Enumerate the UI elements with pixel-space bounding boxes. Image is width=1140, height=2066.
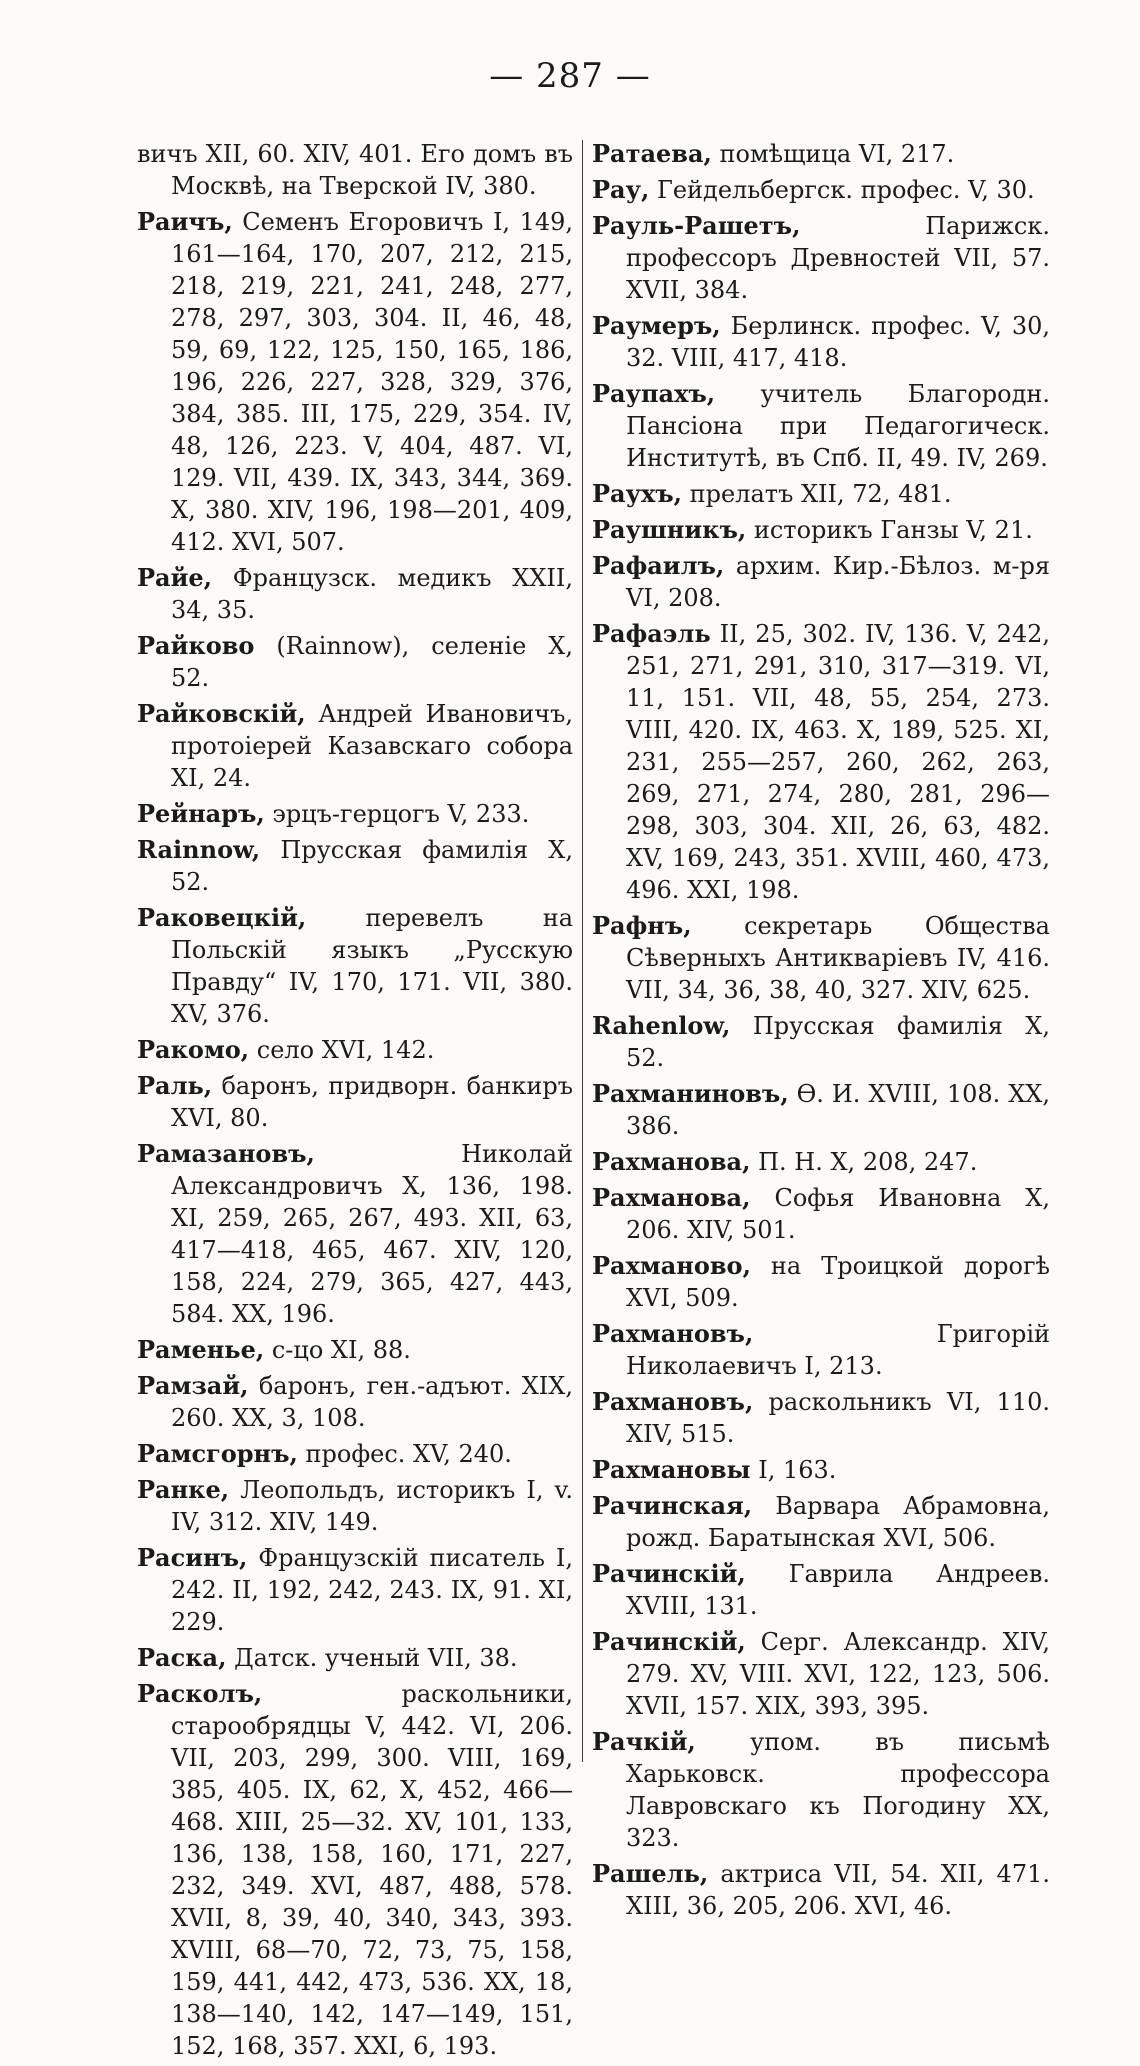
entry-heading: Рафнъ, [592,911,692,940]
entry-text: Серг. Александр. XIV, 279. XV, VIII. XVI, 122, 123, 506. XVII, 157. XIX, 393, 395. [626,1628,1050,1720]
left-column [137,138,573,2066]
entry-heading: Рачкій, [592,1727,696,1756]
entry-text: на Троицкой дорогѣ XVI, 509. [626,1252,1050,1312]
entry-text: помѣщица VI, 217. [711,140,955,168]
entry-heading: Рахманово, [592,1251,751,1280]
index-entry [137,902,573,1030]
index-entry [592,1726,1050,1854]
entry-text: Французскій писатель I, 242. II, 192, 242, 243. IX, 91. XI, 229. [171,1544,573,1636]
entry-text: Берлинск. профес. V, 30, 32. VIII, 417, 418. [626,312,1050,372]
entry-text: Парижск. профессоръ Древностей VII, 57. XVII, 384. [626,212,1050,304]
entry-text: с-цо XI, 88. [264,1336,411,1364]
index-entry [592,1078,1050,1142]
entry-text: Ѳ. И. XVIII, 108. XX, 386. [626,1080,1050,1140]
entry-text: Прусская фамилія X, 52. [171,836,573,896]
entry-heading: Раухъ, [592,479,683,508]
index-entry [592,1010,1050,1074]
entry-text: раскольникъ VI, 110. XIV, 515. [626,1388,1050,1448]
entry-text: Софья Ивановна X, 206. XIV, 501. [626,1184,1050,1244]
entry-text: I, 163. [750,1456,837,1484]
index-entry [592,310,1050,374]
entry-heading: Райе, [137,563,213,592]
entry-heading: Рачинскій, [592,1559,746,1588]
entry-text: упом. въ письмѣ Харьковск. профессора Лавровскаго къ Погодину XX, 323. [626,1728,1050,1852]
index-entry [137,1642,573,1674]
entry-text: актриса VII, 54. XII, 471. XIII, 36, 205, 206. XVI, 46. [626,1860,1050,1920]
entry-text: II, 25, 302. IV, 136. V, 242, 251, 271, 291, 310, 317—319. VI, 11, 151. VII, 48, 55, 254, 273. VIII, 420. IX, 463. X, 189, 525. XI, 231, 255—257, 260, 262, 263, 269, 271, 274, 280, 281, 296—298, 303, 304. XII, 26, 63, 482. XV, 169, 243, 351. XVIII, 460, 473, 496. XXI, 198. [626,620,1050,904]
index-entry [137,1138,573,1330]
entry-heading: Rahenlow, [592,1011,731,1040]
entry-heading: Рамзай, [137,1371,249,1400]
entry-heading: Ратаева, [592,139,712,168]
entry-text: эрцъ-герцогъ V, 233. [264,800,530,828]
index-entry [137,1474,573,1538]
entry-heading: Рашель, [592,1859,709,1888]
index-entry [137,138,573,202]
index-entry [592,1490,1050,1554]
entry-heading: Рафаилъ, [592,551,725,580]
column-divider [582,140,583,1762]
entry-text: перевелъ на Польскій языкъ „Русскую Правду“ IV, 170, 171. VII, 380. XV, 376. [171,904,573,1028]
entry-heading: Ракомо, [137,1035,250,1064]
index-entry [137,698,573,794]
entry-heading: Расинъ, [137,1543,248,1572]
index-entry [592,174,1050,206]
entry-heading: Рахманова, [592,1147,751,1176]
entry-heading: Рафаэль [592,619,711,648]
entry-text: архим. Кир.-Бѣлоз. м-ря VI, 208. [626,552,1050,612]
entry-heading: Рахмановъ, [592,1387,754,1416]
index-entry [592,1558,1050,1622]
entry-text: баронъ, придворн. банкиръ XVI, 80. [171,1072,573,1132]
entry-text: профес. XV, 240. [297,1440,512,1468]
entry-text: Варвара Абрамовна, рожд. Баратынская XVI, 506. [626,1492,1050,1552]
index-entry [592,1182,1050,1246]
entry-heading: Раска, [137,1643,227,1672]
entry-heading: Рахмановы [592,1455,751,1484]
index-entry [592,1250,1050,1314]
entry-text: село XVI, 142. [249,1036,435,1064]
index-entry [137,1070,573,1134]
entry-text: П. Н. X, 208, 247. [750,1148,978,1176]
entry-text: Семенъ Егоровичъ I, 149, 161—164, 170, 207, 212, 215, 218, 219, 221, 241, 248, 277, 278, 297, 303, 304. II, 46, 48, 59, 69, 122, 125, 150, 165, 186, 196, 226, 227, 328, 329, 376, 384, 385. III, 175, 229, 354. IV, 48, 126, 223. V, 404, 487. VI, 129. VII, 439. IX, 343, 344, 369. X, 380. XIV, 196, 198—201, 409, 412. XVI, 507. [171,208,573,556]
entry-text: баронъ, ген.-адъют. XIX, 260. XX, 3, 108. [171,1372,573,1432]
right-column [592,138,1050,1926]
entry-heading: Раль, [137,1071,213,1100]
entry-heading: Рамазановъ, [137,1139,315,1168]
entry-heading: Раменье, [137,1335,265,1364]
page-number: — 287 — [489,56,651,96]
index-entry [592,138,1050,170]
entry-heading: Рахманиновъ, [592,1079,789,1108]
entry-heading: Раковецкій, [137,903,307,932]
entry-text: Григорій Николаевичъ I, 213. [626,1320,1050,1380]
entry-heading: Рамсгорнъ, [137,1439,298,1468]
entry-text: раскольники, старообрядцы V, 442. VI, 206. VII, 203, 299, 300. VIII, 169, 385, 405. IX, 62, X, 452, 466—468. XIII, 25—32. XV, 101, 133, 136, 138, 158, 160, 171, 227, 232, 349. XVI, 487, 488, 578. XVII, 8, 39, 40, 340, 343, 393. XVIII, 68—70, 72, 73, 75, 158, 159, 441, 442, 473, 536. XX, 18, 138—140, 142, 147—149, 151, 152, 168, 357. XXI, 6, 193. [171,1680,573,2060]
index-entry [592,1626,1050,1722]
entry-text: Датск. ученый VII, 38. [226,1644,518,1672]
index-entry [592,910,1050,1006]
index-entry [592,1318,1050,1382]
entry-text: секретарь Общества Сѣверныхъ Антикваріевъ IV, 416. VII, 34, 36, 38, 40, 327. XIV, 625. [626,912,1050,1004]
entry-text: Прусская фамилія X, 52. [626,1012,1050,1072]
entry-text: Гаврила Андреев. XVIII, 131. [626,1560,1050,1620]
entry-heading: Рейнаръ, [137,799,265,828]
index-entry [137,834,573,898]
index-entry [592,1146,1050,1178]
entry-heading: Райково [137,631,255,660]
entry-text: Французск. медикъ XXII, 34, 35. [171,564,573,624]
entry-heading: Раушникъ, [592,515,747,544]
entry-text: Николай Александровичъ X, 136, 198. XI, 259, 265, 267, 493. XII, 63, 417—418, 465, 467. XIV, 120, 158, 224, 279, 365, 427, 443, 584. XX, 196. [171,1140,573,1328]
index-entry [592,478,1050,510]
entry-text: (Rainnow), селеніе X, 52. [171,632,573,692]
index-entry [137,630,573,694]
entry-heading: Рахманова, [592,1183,751,1212]
index-entry [592,550,1050,614]
entry-heading: Раупахъ, [592,379,716,408]
index-entry [592,1386,1050,1450]
entry-heading: Расколъ, [137,1679,263,1708]
index-entry [137,1438,573,1470]
index-entry [137,562,573,626]
index-entry [592,1454,1050,1486]
index-entry [592,1858,1050,1922]
index-entry [592,210,1050,306]
entry-heading: Раичъ, [137,207,233,236]
index-entry [592,618,1050,906]
entry-text: Леопольдъ, историкъ I, v. IV, 312. XIV, 149. [171,1476,573,1536]
entry-text: прелатъ XII, 72, 481. [682,480,952,508]
index-entry [137,1370,573,1434]
entry-heading: Рахмановъ, [592,1319,754,1348]
entry-text: Гейдельбергск. профес. V, 30. [649,176,1035,204]
entry-heading: Рау, [592,175,650,204]
index-entry [137,206,573,558]
index-entry [137,1542,573,1638]
index-entry [137,798,573,830]
entry-heading: Рауль-Рашетъ, [592,211,801,240]
index-entry [592,378,1050,474]
entry-text: историкъ Ганзы V, 21. [746,516,1033,544]
entry-heading: Рачинскій, [592,1627,746,1656]
entry-text: учитель Благородн. Пансіона при Педагогическ. Институтѣ, въ Спб. II, 49. IV, 269. [626,380,1050,472]
index-entry [137,1334,573,1366]
index-entry [592,514,1050,546]
index-entry [137,1678,573,2062]
entry-heading: Раумеръ, [592,311,721,340]
entry-heading: Райковскій, [137,699,306,728]
entry-heading: Рачинская, [592,1491,753,1520]
entry-text: Андрей Ивановичъ, протоіерей Казавскаго собора XI, 24. [171,700,573,792]
entry-heading: Rainnow, [137,835,261,864]
index-entry [137,1034,573,1066]
entry-heading: Ранке, [137,1475,230,1504]
entry-text: вичъ XII, 60. XIV, 401. Его домъ въ Москвѣ, на Тверской IV, 380. [137,140,573,200]
